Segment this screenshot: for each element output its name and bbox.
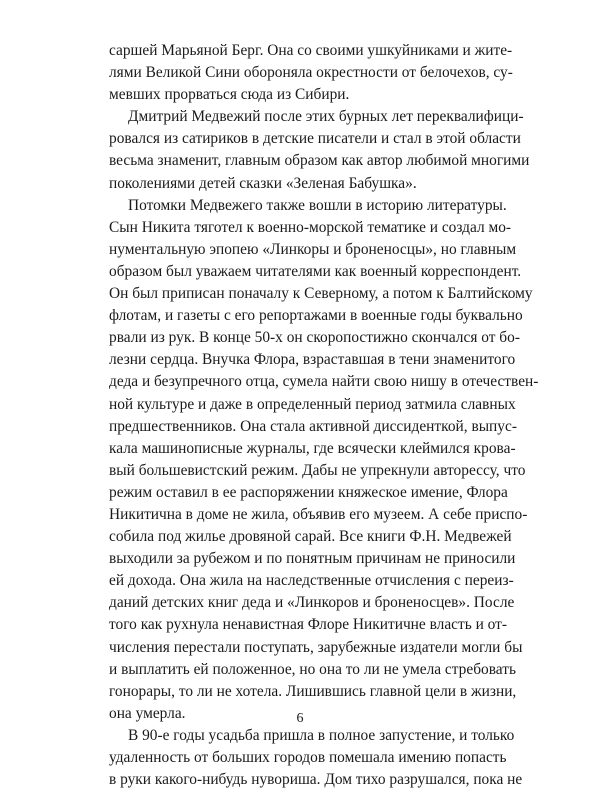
- body-text: [109, 40, 539, 791]
- text-line: деда и безупречного отца, сумела найти свою нишу в отечествен-: [109, 373, 539, 391]
- text-line: ной культуре и даже в определенный период затмила славных: [109, 395, 516, 413]
- text-line: мевших прорваться сюда из Сибири.: [109, 86, 350, 104]
- text-line: Дмитрий Медвежий после этих бурных лет переквалифици-: [128, 108, 524, 126]
- text-line: гонорары, то ли не хотела. Лишившись главной цели в жизни,: [109, 682, 517, 700]
- text-line: кала машинописные журналы, где всячески клеймился крова-: [109, 439, 516, 457]
- text-line: выходили за рубежом и по понятным причинам не приносили: [109, 550, 516, 568]
- text-line: рвали из рук. В конце 50-х он скоропостижно скончался от бо-: [109, 329, 520, 347]
- text-line: Потомки Медвежего также вошли в историю литературы.: [128, 196, 507, 214]
- text-line: режим оставил в ее распоряжении княжеское имение, Флора: [109, 483, 508, 501]
- text-line: ровался из сатириков в детские писатели и стал в этой области: [109, 130, 521, 148]
- text-line: весьма знаменит, главным образом как автор любимой многими: [109, 152, 530, 170]
- text-line: саршей Марьяной Берг. Она со своими ушкуйниками и жите-: [109, 42, 513, 59]
- text-line: числения перестали поступать, зарубежные издатели могли бы: [109, 638, 523, 656]
- text-line: лями Великой Сини обороняла окрестности от белочехов, су-: [109, 64, 513, 82]
- text-line: В 90-е годы усадьба пришла в полное запустение, и только: [128, 726, 515, 744]
- paragraph-2: [109, 106, 530, 194]
- text-line: ей дохода. Она жила на наследственные отчисления с переиз-: [109, 572, 514, 590]
- text-line: Он был приписан поначалу к Северному, а потом к Балтийскому: [109, 285, 533, 303]
- text-line: образом был уважаем читателями как военный корреспондент.: [109, 262, 522, 280]
- text-line: поколениями детей сказки «Зеленая Бабушка».: [109, 174, 417, 192]
- text-line: того как рухнула ненавистная Флоре Никитичне власть и от-: [109, 616, 508, 634]
- page-number: 6: [296, 711, 304, 726]
- text-line: нументальную эпопею «Линкоры и броненосцы», но главным: [109, 240, 517, 258]
- text-line: удаленность от больших городов помешала имению попасть: [109, 749, 507, 766]
- paragraph-3: [109, 195, 539, 725]
- text-line: в руки какого-нибудь нувориша. Дом тихо разрушался, пока не: [109, 771, 523, 789]
- paragraph-1: [109, 40, 513, 106]
- text-line: даний детских книг деда и «Линкоров и броненосцев». После: [109, 594, 515, 612]
- text-line: и выплатить ей положенное, но она то ли не умела стребовать: [109, 660, 516, 678]
- text-line: Никитична в доме не жила, объявив его музеем. А себе приспо-: [109, 505, 528, 523]
- text-line: собила под жилье дровяной сарай. Все книги Ф.Н. Медвежей: [109, 528, 512, 546]
- text-line: флотам, и газеты с его репортажами в военные годы буквально: [109, 307, 523, 325]
- paragraph-4: [109, 725, 523, 791]
- text-line: лезни сердца. Внучка Флора, взраставшая в тени знаменитого: [109, 351, 516, 369]
- text-line: предшественников. Она стала активной диссиденткой, выпус-: [109, 417, 517, 435]
- text-line: вый большевистский режим. Дабы не упрекнули авторессу, что: [109, 461, 526, 479]
- text-line: Сын Никита тяготел к военно-морской тематике и создал мо-: [109, 218, 512, 236]
- text-line: она умерла.: [109, 704, 186, 722]
